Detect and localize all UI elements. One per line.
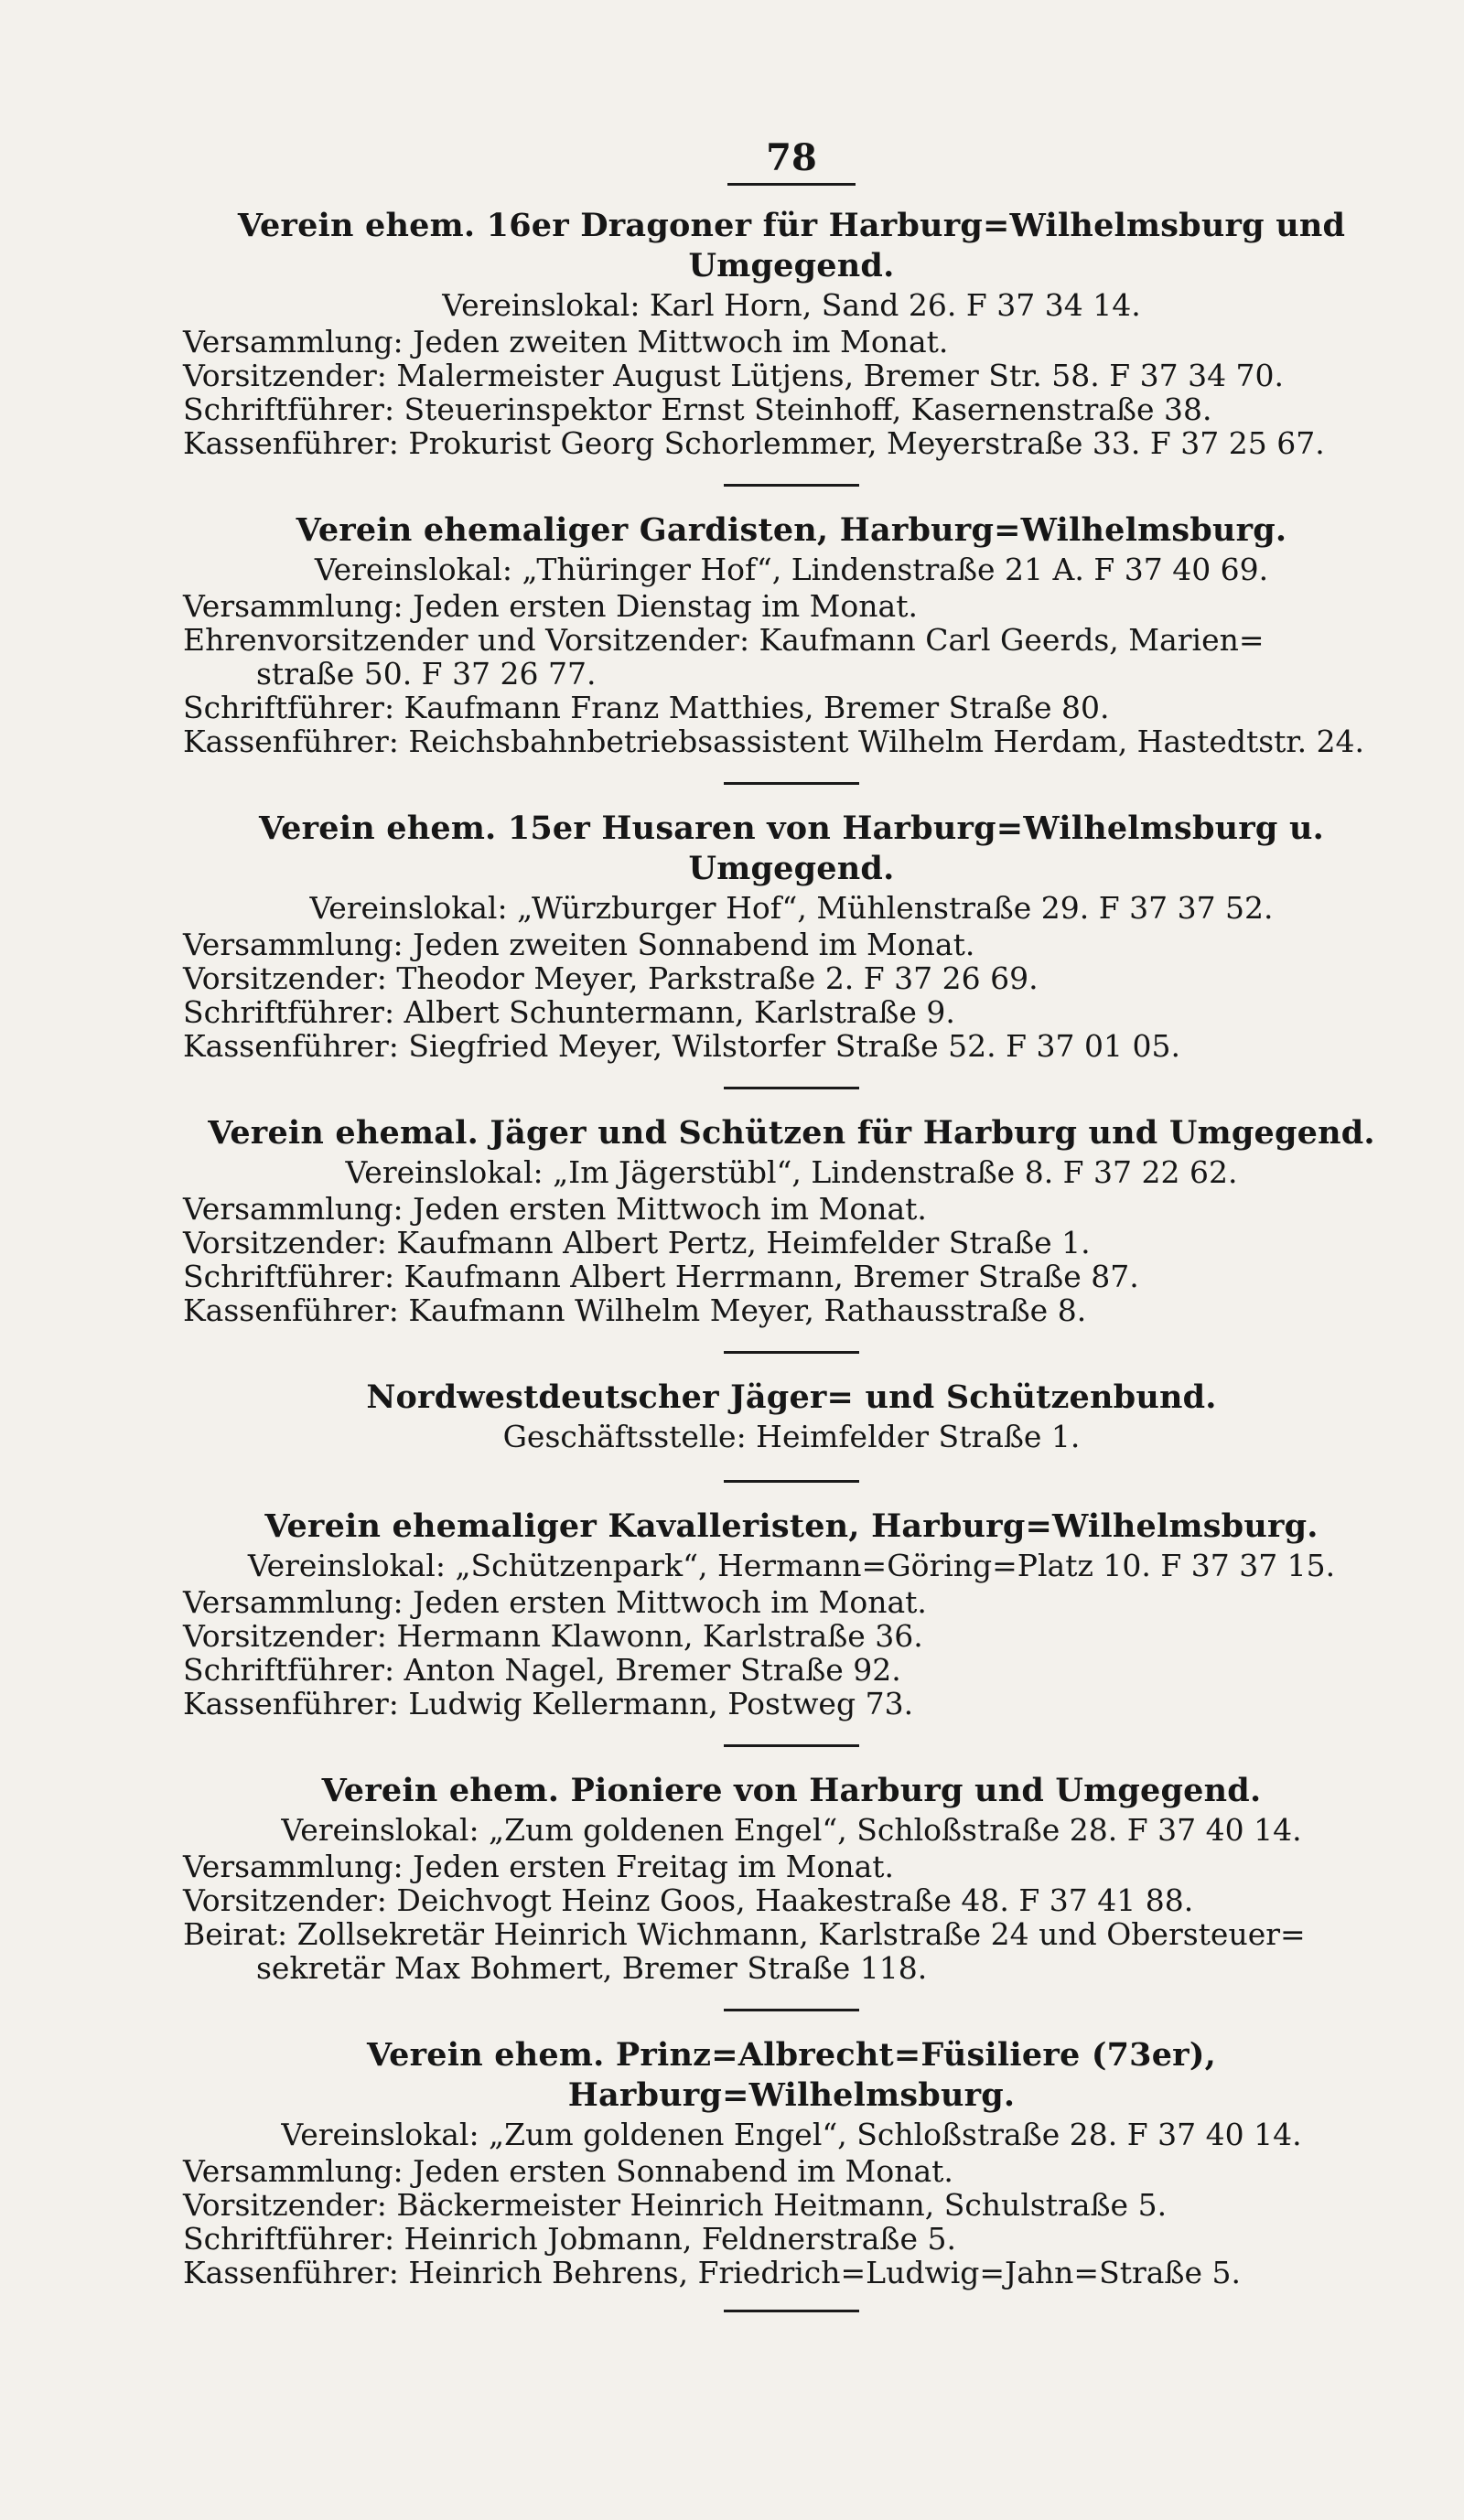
secretary-line: Schriftführer: Kaufmann Franz Matthies, Bremer Straße 80. <box>183 690 1110 725</box>
chairman-line: Vorsitzender: Kaufmann Albert Pertz, Heimfelder Straße 1. <box>183 1225 1091 1260</box>
chairman-line: Vorsitzender: Deichvogt Heinz Goos, Haakestraße 48. F 37 41 88. <box>183 1882 1194 1918</box>
association-title: Verein ehem. Pioniere von Harburg und Umgegend. <box>321 1772 1262 1809</box>
secretary-line: Schriftführer: Heinrich Jobmann, Feldnerstraße 5. <box>183 2221 956 2257</box>
meeting-line: Versammlung: Jeden ersten Mittwoch im Monat. <box>183 1191 927 1227</box>
association-entry <box>183 206 1400 460</box>
association-title: Verein ehemaliger Gardisten, Harburg=Wilhelmsburg. <box>296 511 1287 549</box>
section-divider <box>724 2009 859 2011</box>
association-title: Verein ehemal. Jäger und Schützen für Harburg und Umgegend. <box>208 1114 1375 1152</box>
secretary-line: Schriftführer: Anton Nagel, Bremer Straße 92. <box>183 1652 901 1688</box>
association-entry <box>183 809 1400 1063</box>
association-entry <box>183 2035 1400 2289</box>
association-entry <box>183 1378 1400 1456</box>
association-entry <box>183 510 1400 758</box>
association-venue: Vereinslokal: „Zum goldenen Engel“, Schloßstraße 28. F 37 40 14. <box>281 1812 1302 1848</box>
section-divider <box>724 1744 859 1747</box>
honorary-chairman-line-continued: straße 50. F 37 26 77. <box>256 656 597 692</box>
treasurer-line: Kassenführer: Reichsbahnbetriebsassistent Wilhelm Herdam, Hastedtstr. 24. <box>183 724 1365 759</box>
chairman-line: Vorsitzender: Hermann Klawonn, Karlstraße 36. <box>183 1618 923 1654</box>
meeting-line: Versammlung: Jeden ersten Mittwoch im Monat. <box>183 1584 927 1620</box>
office-address: Geschäftsstelle: Heimfelder Straße 1. <box>502 1419 1081 1454</box>
section-divider <box>724 1087 859 1089</box>
advisory-board-line: Beirat: Zollsekretär Heinrich Wichmann, Karlstraße 24 und Obersteuer= <box>183 1916 1306 1952</box>
section-divider <box>724 2310 859 2312</box>
association-entry <box>183 1507 1400 1721</box>
section-divider <box>724 484 859 487</box>
association-title: Nordwestdeutscher Jäger= und Schützenbund. <box>366 1378 1217 1416</box>
section-divider <box>724 1480 859 1483</box>
association-venue: Vereinslokal: „Schützenpark“, Hermann=Göring=Platz 10. F 37 37 15. <box>247 1548 1336 1583</box>
association-entry <box>183 1113 1400 1327</box>
association-venue: Vereinslokal: „Thüringer Hof“, Lindenstraße 21 A. F 37 40 69. <box>314 552 1269 587</box>
association-title: Verein ehem. 16er Dragoner für Harburg=Wilhelmsburg und Umgegend. <box>237 207 1346 284</box>
page-number-underline <box>727 183 856 186</box>
chairman-line: Vorsitzender: Malermeister August Lütjens, Bremer Str. 58. F 37 34 70. <box>183 358 1285 393</box>
association-title: Verein ehem. 15er Husaren von Harburg=Wilhelmsburg u. Umgegend. <box>258 810 1324 887</box>
text-column <box>183 137 1400 2336</box>
secretary-line: Schriftführer: Kaufmann Albert Herrmann, Bremer Straße 87. <box>183 1259 1139 1294</box>
meeting-line: Versammlung: Jeden zweiten Mittwoch im Monat. <box>183 324 949 359</box>
treasurer-line: Kassenführer: Heinrich Behrens, Friedrich=Ludwig=Jahn=Straße 5. <box>183 2255 1241 2290</box>
association-title: Verein ehem. Prinz=Albrecht=Füsiliere (73er), Harburg=Wilhelmsburg. <box>367 2036 1216 2114</box>
association-venue: Vereinslokal: Karl Horn, Sand 26. F 37 34 14. <box>442 287 1141 323</box>
secretary-line: Schriftführer: Albert Schuntermann, Karlstraße 9. <box>183 994 955 1030</box>
meeting-line: Versammlung: Jeden zweiten Sonnabend im Monat. <box>183 927 975 962</box>
page-number: 78 <box>766 136 817 179</box>
treasurer-line: Kassenführer: Prokurist Georg Schorlemmer, Meyerstraße 33. F 37 25 67. <box>183 425 1325 461</box>
advisory-board-line-continued: sekretär Max Bohmert, Bremer Straße 118. <box>256 1950 928 1986</box>
meeting-line: Versammlung: Jeden ersten Freitag im Monat. <box>183 1849 894 1884</box>
association-venue: Vereinslokal: „Zum goldenen Engel“, Schloßstraße 28. F 37 40 14. <box>281 2117 1302 2152</box>
section-divider <box>724 782 859 785</box>
treasurer-line: Kassenführer: Siegfried Meyer, Wilstorfer Straße 52. F 37 01 05. <box>183 1028 1180 1064</box>
meeting-line: Versammlung: Jeden ersten Sonnabend im Monat. <box>183 2153 953 2189</box>
section-divider <box>724 1351 859 1354</box>
secretary-line: Schriftführer: Steuerinspektor Ernst Steinhoff, Kasernenstraße 38. <box>183 391 1212 427</box>
association-venue: Vereinslokal: „Im Jägerstübl“, Lindenstraße 8. F 37 22 62. <box>345 1154 1238 1190</box>
treasurer-line: Kassenführer: Ludwig Kellermann, Postweg 73. <box>183 1686 914 1721</box>
chairman-line: Vorsitzender: Bäckermeister Heinrich Heitmann, Schulstraße 5. <box>183 2187 1168 2223</box>
meeting-line: Versammlung: Jeden ersten Dienstag im Monat. <box>183 588 918 624</box>
association-venue: Vereinslokal: „Würzburger Hof“, Mühlenstraße 29. F 37 37 52. <box>309 890 1274 926</box>
association-title: Verein ehemaliger Kavalleristen, Harburg=Wilhelmsburg. <box>264 1507 1319 1545</box>
association-entry <box>183 1771 1400 1985</box>
chairman-line: Vorsitzender: Theodor Meyer, Parkstraße 2. F 37 26 69. <box>183 960 1039 996</box>
treasurer-line: Kassenführer: Kaufmann Wilhelm Meyer, Rathausstraße 8. <box>183 1292 1087 1328</box>
honorary-chairman-line: Ehrenvorsitzender und Vorsitzender: Kaufmann Carl Geerds, Marien= <box>183 622 1265 658</box>
